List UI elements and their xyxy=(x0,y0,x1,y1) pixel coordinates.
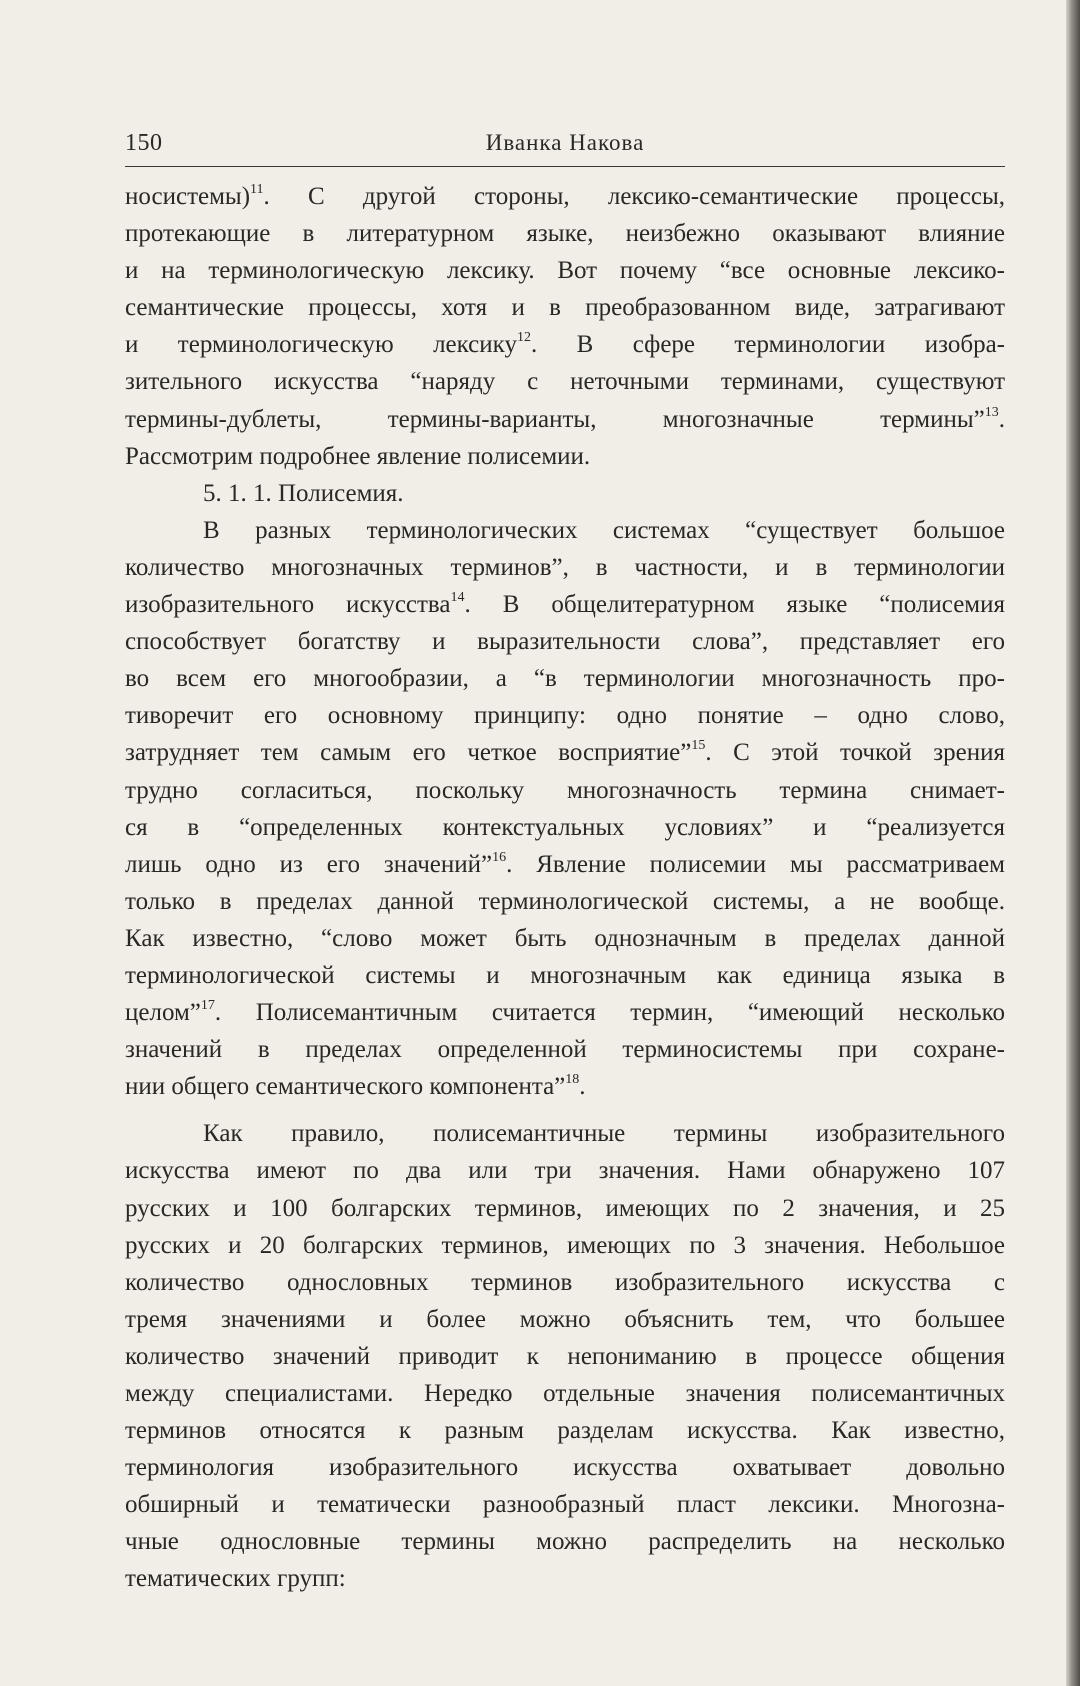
text-line: В разных терминологических системах “существует большое xyxy=(203,516,1005,544)
text-line: затрудняет тем самым его четкое восприятие”$^{15}$. С этой точкой зрения xyxy=(125,738,1005,767)
text-line: чные однословные термины можно распределить на несколько xyxy=(125,1528,1005,1556)
text-line: зительного искусства “наряду с неточными терминами, существуют xyxy=(125,368,1005,396)
text-line: Как правило, полисемантичные термины изобразительного xyxy=(203,1120,1005,1148)
page-number: 150 xyxy=(125,130,163,156)
footnote-ref: 17 xyxy=(200,998,215,1014)
text-line: нии общего семантического компонента”$^{18}$. xyxy=(125,1072,586,1101)
body-text xyxy=(125,178,1005,1598)
text-line: трудно согласиться, поскольку многозначность термина снимает- xyxy=(125,776,1005,804)
text-line: значений в пределах определенной терминосистемы при сохране- xyxy=(125,1036,1005,1064)
text-line: и терминологическую лексику$^{12}$. В сфере терминологии изобра- xyxy=(125,330,1005,359)
header-rule xyxy=(125,166,1005,167)
text-line: Рассмотрим подробнее явление полисемии. xyxy=(125,442,591,470)
text-line: лишь одно из его значений”$^{16}$. Явление полисемии мы рассматриваем xyxy=(125,849,1005,878)
text-line: между специалистами. Нередко отдельные значения полисемантичных xyxy=(125,1380,1005,1407)
text-line: целом”$^{17}$. Полисемантичным считается термин, “имеющий несколько xyxy=(125,998,1005,1027)
text-line: количество многозначных терминов”, в частности, и в терминологии xyxy=(125,553,1005,581)
footnote-ref: 16 xyxy=(492,849,507,865)
running-title: Иванка Накова xyxy=(485,130,645,155)
footnote-ref: 18 xyxy=(565,1072,580,1088)
text-line: обширный и тематически разнообразный пласт лексики. Многозна- xyxy=(125,1491,1005,1519)
footnote-ref: 13 xyxy=(984,404,999,420)
footnote-ref: 15 xyxy=(691,738,706,754)
text-line: терминов относятся к разным разделам искусства. Как известно, xyxy=(125,1417,1005,1445)
text-line: во всем его многообразии, а “в терминологии многозначность про- xyxy=(125,665,1005,693)
text-line: количество значений приводит к непониманию в процессе общения xyxy=(125,1342,1005,1370)
text-line: количество однословных терминов изобразительного искусства с xyxy=(125,1268,1005,1296)
text-line: терминология изобразительного искусства охватывает довольно xyxy=(125,1454,1005,1482)
text-line: русских и 20 болгарских терминов, имеющих по 3 значения. Небольшое xyxy=(125,1231,1005,1259)
footnote-ref: 11 xyxy=(250,182,264,197)
text-line: изобразительного искусства$^{14}$. В общелитературном языке “полисемия xyxy=(125,590,1005,619)
text-line: русских и 100 болгарских терминов, имеющих по 2 значения, и 25 xyxy=(125,1194,1005,1222)
text-line: тиворечит его основному принципу: одно понятие – одно слово, xyxy=(125,702,1005,730)
text-line: ся в “определенных контекстуальных условиях” и “реализуется xyxy=(125,813,1005,841)
text-line: термины-дублеты, термины-варианты, многозначные термины”$^{13}$. xyxy=(125,404,1005,433)
text-line: способствует богатству и выразительности слова”, представляет его xyxy=(125,628,1005,656)
page-edge-shadow xyxy=(1066,0,1080,1686)
text-line: тремя значениями и более можно объяснить тем, что большее xyxy=(125,1305,1005,1333)
text-line: тематических групп: xyxy=(125,1565,346,1593)
text-line: Как известно, “слово может быть однозначным в пределах данной xyxy=(125,924,1005,952)
text-line: протекающие в литературном языке, неизбежно оказывают влияние xyxy=(125,220,1005,248)
text-line: только в пределах данной терминологической системы, а не вообще. xyxy=(125,887,1005,915)
text-line: носистемы)$^{11}$. С другой стороны, лексико-семантические процессы, xyxy=(125,182,1005,210)
text-line: терминологической системы и многозначным как единица языка в xyxy=(125,961,1005,989)
section-heading: 5. 1. 1. Полисемия. xyxy=(203,479,404,507)
running-head xyxy=(125,130,1005,166)
text-line: искусства имеют по два или три значения. Нами обнаружено 107 xyxy=(125,1157,1005,1185)
text-line: семантические процессы, хотя и в преобразованном виде, затрагивают xyxy=(125,294,1005,322)
footnote-ref: 14 xyxy=(450,590,465,606)
text-line: и на терминологическую лексику. Вот почему “все основные лексико- xyxy=(125,257,1005,285)
footnote-ref: 12 xyxy=(516,330,531,346)
